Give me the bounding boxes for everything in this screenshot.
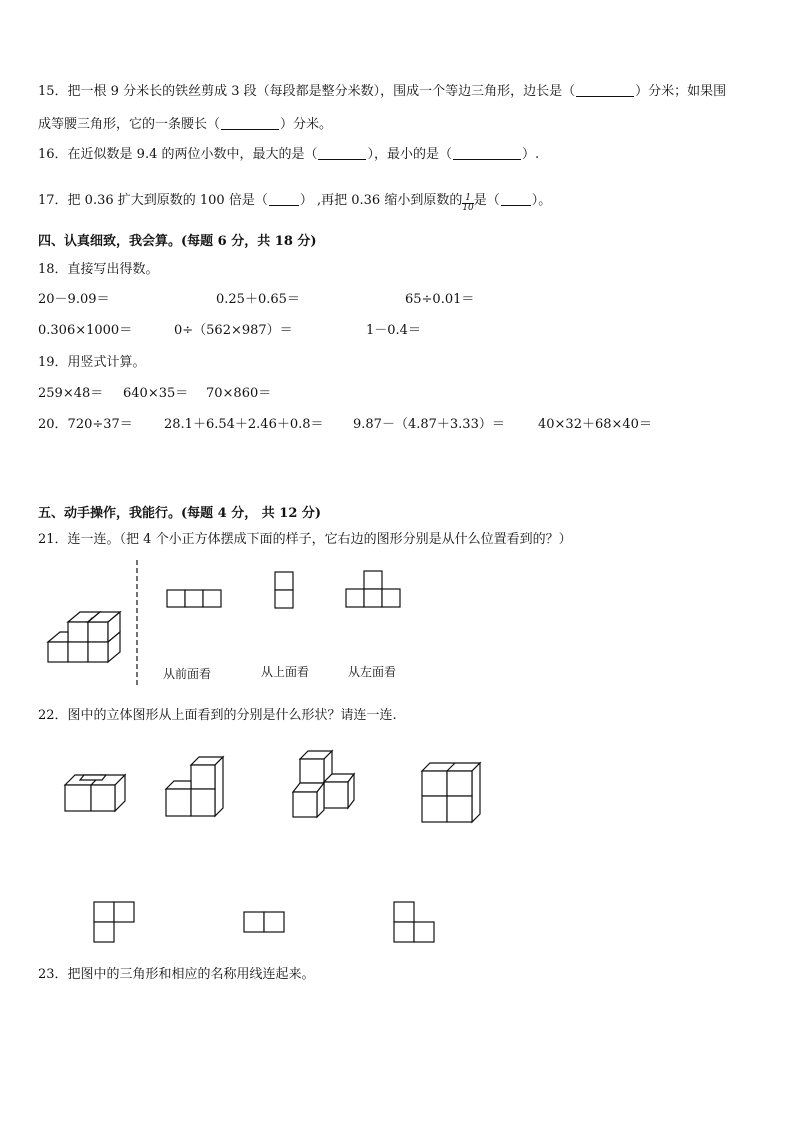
- answer-blank[interactable]: [269, 192, 299, 206]
- q22-solid-2: [165, 756, 227, 818]
- question-16: 16．在近似数是 9.4 的两位小数中，最大的是（ ），最小的是（ ）.: [38, 147, 540, 162]
- q21-front-view: [166, 589, 222, 609]
- answer-blank[interactable]: [576, 83, 634, 97]
- question-17: 17．把 0.36 扩大到原数的 100 倍是（ ） ,再把 0.36 缩小到原数的 $\frac{1}{10}$ 是（ ）。: [38, 193, 552, 213]
- q21-label-top: 从上面看: [261, 665, 310, 679]
- q20-item: 40×32＋68×40＝: [538, 417, 652, 432]
- fraction: $\frac{1}{10}$: [462, 193, 474, 213]
- section-5-title: 五、动手操作，我能行。(每题 4 分， 共 12 分): [38, 506, 322, 521]
- q18-item: 0÷（562×987）＝: [174, 323, 293, 338]
- q22-shape-a: [93, 901, 137, 943]
- q19-item: 70×860＝: [206, 386, 272, 401]
- q20-item: 9.87－（4.87＋3.33）＝: [353, 417, 505, 432]
- q18-item: 20－9.09＝: [38, 292, 110, 307]
- q20-item: 20．720÷37＝: [38, 417, 133, 432]
- question-21-title: 21．连一连。（把 4 个小正方体摆成下面的样子，它右边的图形分别是从什么位置看到的？）: [38, 532, 572, 547]
- section-4-title: 四、认真细致，我会算。(每题 6 分，共 18 分): [38, 234, 317, 249]
- dashed-divider: [134, 560, 140, 685]
- q22-solid-1: [64, 770, 130, 816]
- q19-item: 259×48＝: [38, 386, 104, 401]
- q21-label-front: 从前面看: [163, 667, 212, 681]
- q18-item: 0.25＋0.65＝: [216, 292, 300, 307]
- answer-blank[interactable]: [501, 192, 531, 206]
- q22-solid-4: [421, 762, 483, 824]
- q18-item: 0.306×1000＝: [38, 323, 133, 338]
- q21-top-view: [274, 571, 296, 609]
- q20-item: 28.1＋6.54＋2.46＋0.8＝: [164, 417, 324, 432]
- q22-shape-c: [393, 901, 437, 943]
- question-15-line2: 成等腰三角形，它的一条腰长（ ）分米。: [38, 117, 333, 132]
- question-23-title: 23．把图中的三角形和相应的名称用线连起来。: [38, 967, 315, 982]
- question-22-title: 22．图中的立体图形从上面看到的分别是什么形状？请连一连.: [38, 708, 397, 723]
- answer-blank[interactable]: [453, 146, 521, 160]
- question-18-title: 18．直接写出得数。: [38, 262, 159, 277]
- q22-solid-3: [292, 750, 358, 820]
- q21-cube-figure: [40, 600, 130, 670]
- q18-item: 1－0.4＝: [366, 323, 421, 338]
- q22-shape-b: [243, 911, 287, 933]
- q21-left-view: [345, 570, 403, 608]
- q21-label-left: 从左面看: [348, 665, 397, 679]
- answer-blank[interactable]: [221, 116, 279, 130]
- answer-blank[interactable]: [318, 146, 366, 160]
- q18-item: 65÷0.01＝: [405, 292, 475, 307]
- question-15-line1: 15．把一根 9 分米长的铁丝剪成 3 段（每段都是整分米数），围成一个等边三角形，边长是（ ）分米；如果围: [38, 84, 727, 99]
- q19-item: 640×35＝: [123, 386, 189, 401]
- question-19-title: 19．用竖式计算。: [38, 355, 146, 370]
